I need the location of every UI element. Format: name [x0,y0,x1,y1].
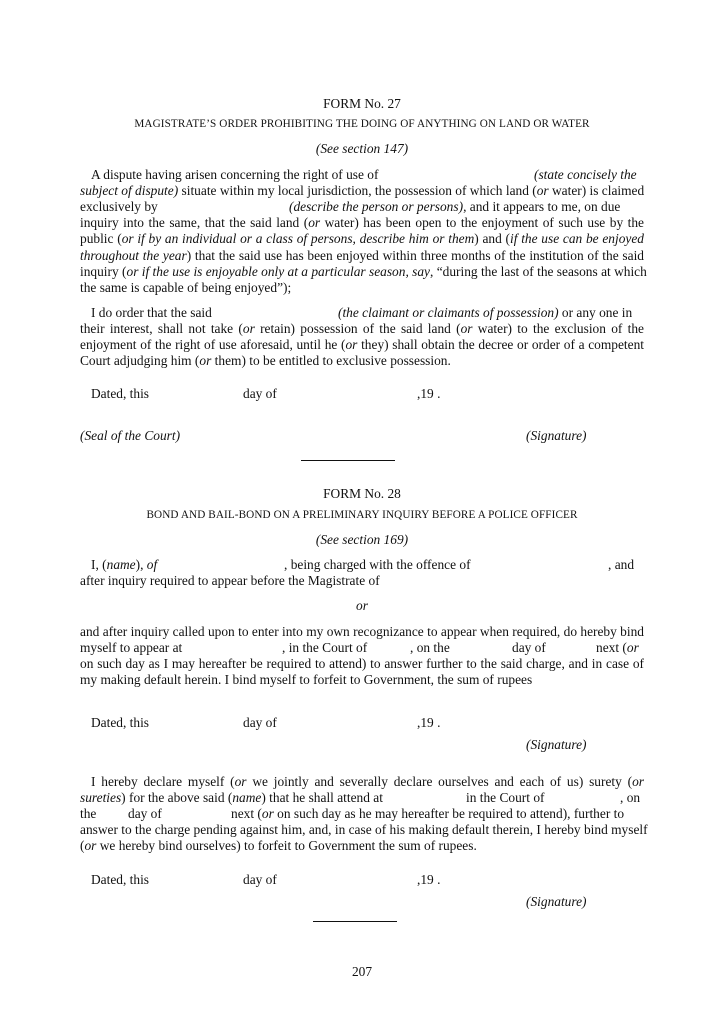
form28-heading: BOND AND BAIL-BOND ON A PRELIMINARY INQUIRY BEFORE A POLICE OFFICER [146,509,578,521]
form28-p3-line: day of [128,806,162,821]
form27-p1-line: subject of dispute) situate within my local jurisdiction, the possession of which land (or water) is claimed [80,183,645,198]
form27-dated-label: Dated, this [91,386,150,401]
form27-p1-line: public (or if by an individual or a class of persons, describe him or them) and (if the use can be enjoyed [80,231,645,246]
form27-p1-line: inquiry (or if the use is enjoyable only at a particular season, say, “during the last of the seasons at which [80,264,647,279]
form28-p3-line: the [80,806,97,821]
form27-p2-line: enjoyment of the right of use aforesaid, until he (or they) shall obtain the decree or order of a competent [80,337,644,352]
form28-dated-label: Dated, this [91,715,150,730]
form28-title: FORM No. 28 [323,486,401,501]
form27-p1-line: the same is capable of being enjoyed”); [80,280,292,295]
form27-heading: MAGISTRATE’S ORDER PROHIBITING THE DOING OF ANYTHING ON LAND OR WATER [134,118,590,130]
form28-p2-line: next (or [596,640,639,655]
form27-section-ref: (See section 147) [315,141,409,156]
form28-p3-line: , on [620,790,641,805]
page-number: 207 [351,964,373,979]
section-divider [301,460,395,461]
form28-p1-line: , and [608,557,635,572]
form28-p2-line: , in the Court of [282,640,368,655]
form27-p2-line: their interest, shall not take (or retain) possession of the said land (or water) to the exclusion of the [80,321,645,336]
form28-p2-line: myself to appear at [80,640,183,655]
form27-p1-line: throughout the year) that the said use has been enjoyed within three months of the institution of the said [80,248,644,263]
form27-p2-line: Court adjudging him (or them) to be entitled to exclusive possession. [80,353,451,368]
form27-seal-label: (Seal of the Court) [80,428,181,443]
form28-p2-line: my making default herein. I bind myself to forfeit to Government, the sum of rupees [80,672,533,687]
form28-day-of2-label: day of [243,872,277,887]
form28-p3-line: next (or on such day as he may hereafter be required to attend), further to [231,806,625,821]
form27-p1-line: (describe the person or persons), and it appears to me, on due [289,199,621,214]
form28-p1-line: , being charged with the offence of [284,557,471,572]
form28-p1-line: I, (name), of [91,557,158,572]
form28-p3-line: in the Court of [466,790,545,805]
form28-dated2-label: Dated, this [91,872,150,887]
form28-year-label: ,19 . [417,715,441,730]
form28-year2-label: ,19 . [417,872,441,887]
section-divider-bottom [313,921,397,922]
form28-p3-line: answer to the charge pending against him, and, in case of his making default therein, I hereby bind myself [80,822,648,837]
form27-signature-label: (Signature) [526,428,587,443]
form28-p2-line: , on the [410,640,450,655]
form28-day-of-label: day of [243,715,277,730]
form28-p2-line: and after inquiry called upon to enter into my own recognizance to appear when required, do hereby bind [80,624,644,639]
form27-p2-line: (the claimant or claimants of possession) or any one in [338,305,633,320]
form28-signature-label: (Signature) [526,737,587,752]
form27-year-label: ,19 . [417,386,441,401]
form28-p3-line: I hereby declare myself (or we jointly and severally declare ourselves and each of us) surety (or [91,774,644,789]
form28-signature2-label: (Signature) [526,894,587,909]
form27-p1-line: exclusively by [80,199,158,214]
form28-p1-line: after inquiry required to appear before the Magistrate of [80,573,380,588]
form27-p1-line: inquiry into the same, that the said land (or water) has been open to the enjoyment of such use by the [80,215,644,230]
form28-p2-line: on such day as I may hereafter be required to attend) to answer further to the said charge, and in case of [80,656,644,671]
form27-title: FORM No. 27 [323,96,401,111]
form28-section-ref: (See section 169) [315,532,409,547]
form27-day-of-label: day of [243,386,277,401]
form27-p1-line: (state concisely the [534,167,637,182]
form28-p3-line: sureties) for the above said (name) that he shall attend at [80,790,383,805]
form27-p2-line: I do order that the said [91,305,212,320]
form27-p1-line: A dispute having arisen concerning the right of use of [91,167,379,182]
form28-p2-line: day of [512,640,546,655]
form28-or: or [356,598,368,613]
form28-p3-line: (or we hereby bind ourselves) to forfeit to Government the sum of rupees. [80,838,477,853]
